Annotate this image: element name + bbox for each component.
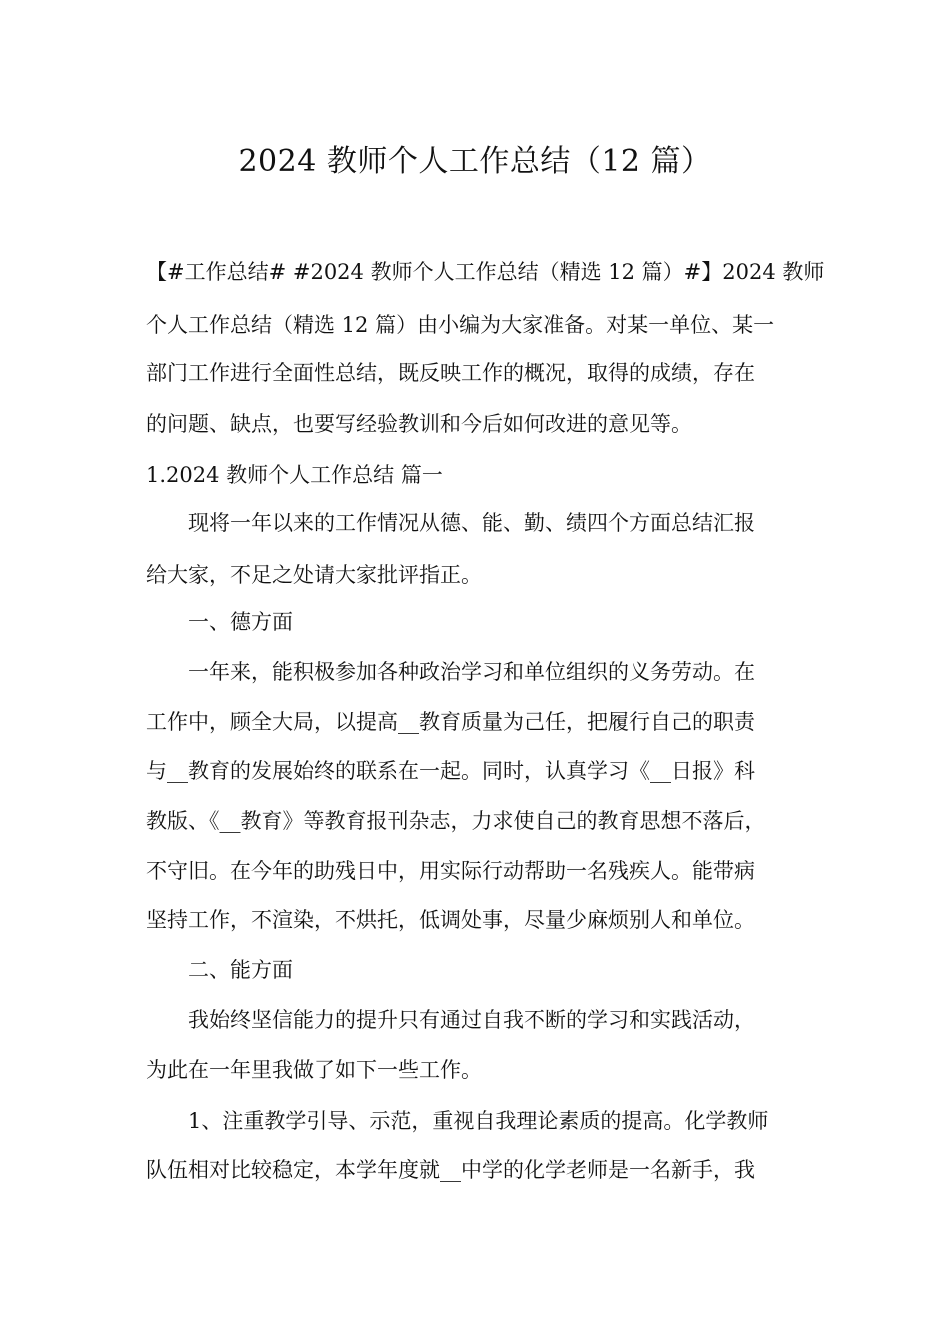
body-line: 我始终坚信能力的提升只有通过自我不断的学习和实践活动， [188,1008,755,1032]
body-line: 为此在一年里我做了如下一些工作。 [146,1058,482,1082]
body-line: 部门工作进行全面性总结，既反映工作的概况，取得的成绩，存在 [146,361,755,385]
body-line: 与__教育的发展始终的联系在一起。同时，认真学习《__日报》科 [146,759,755,783]
body-line: 【#工作总结# #2024 教师个人工作总结（精选 12 篇）#】2024 教师 [146,260,825,284]
subsection-heading: 二、能方面 [188,958,293,982]
body-line: 坚持工作，不渲染，不烘托，低调处事，尽量少麻烦别人和单位。 [146,908,755,932]
body-line: 一年来，能积极参加各种政治学习和单位组织的义务劳动。在 [188,660,755,684]
body-line: 给大家，不足之处请大家批评指正。 [146,563,482,587]
body-line: 不守旧。在今年的助残日中，用实际行动帮助一名残疾人。能带病 [146,859,755,883]
body-line: 队伍相对比较稳定，本学年度就__中学的化学老师是一名新手，我 [146,1158,755,1182]
subsection-heading: 一、德方面 [188,610,293,634]
body-line: 的问题、缺点，也要写经验教训和今后如何改进的意见等。 [146,412,692,436]
body-line: 现将一年以来的工作情况从德、能、勤、绩四个方面总结汇报 [188,511,755,535]
section-heading: 1.2024 教师个人工作总结 篇一 [146,463,443,487]
body-line: 1、注重教学引导、示范，重视自我理论素质的提高。化学教师 [188,1109,769,1133]
body-line: 个人工作总结（精选 12 篇）由小编为大家准备。对某一单位、某一 [146,313,775,337]
body-line: 工作中，顾全大局，以提高__教育质量为己任，把履行自己的职责 [146,710,755,734]
document-title: 2024 教师个人工作总结（12 篇） [238,144,712,179]
body-line: 教版、《__教育》等教育报刊杂志，力求使自己的教育思想不落后， [146,809,766,833]
